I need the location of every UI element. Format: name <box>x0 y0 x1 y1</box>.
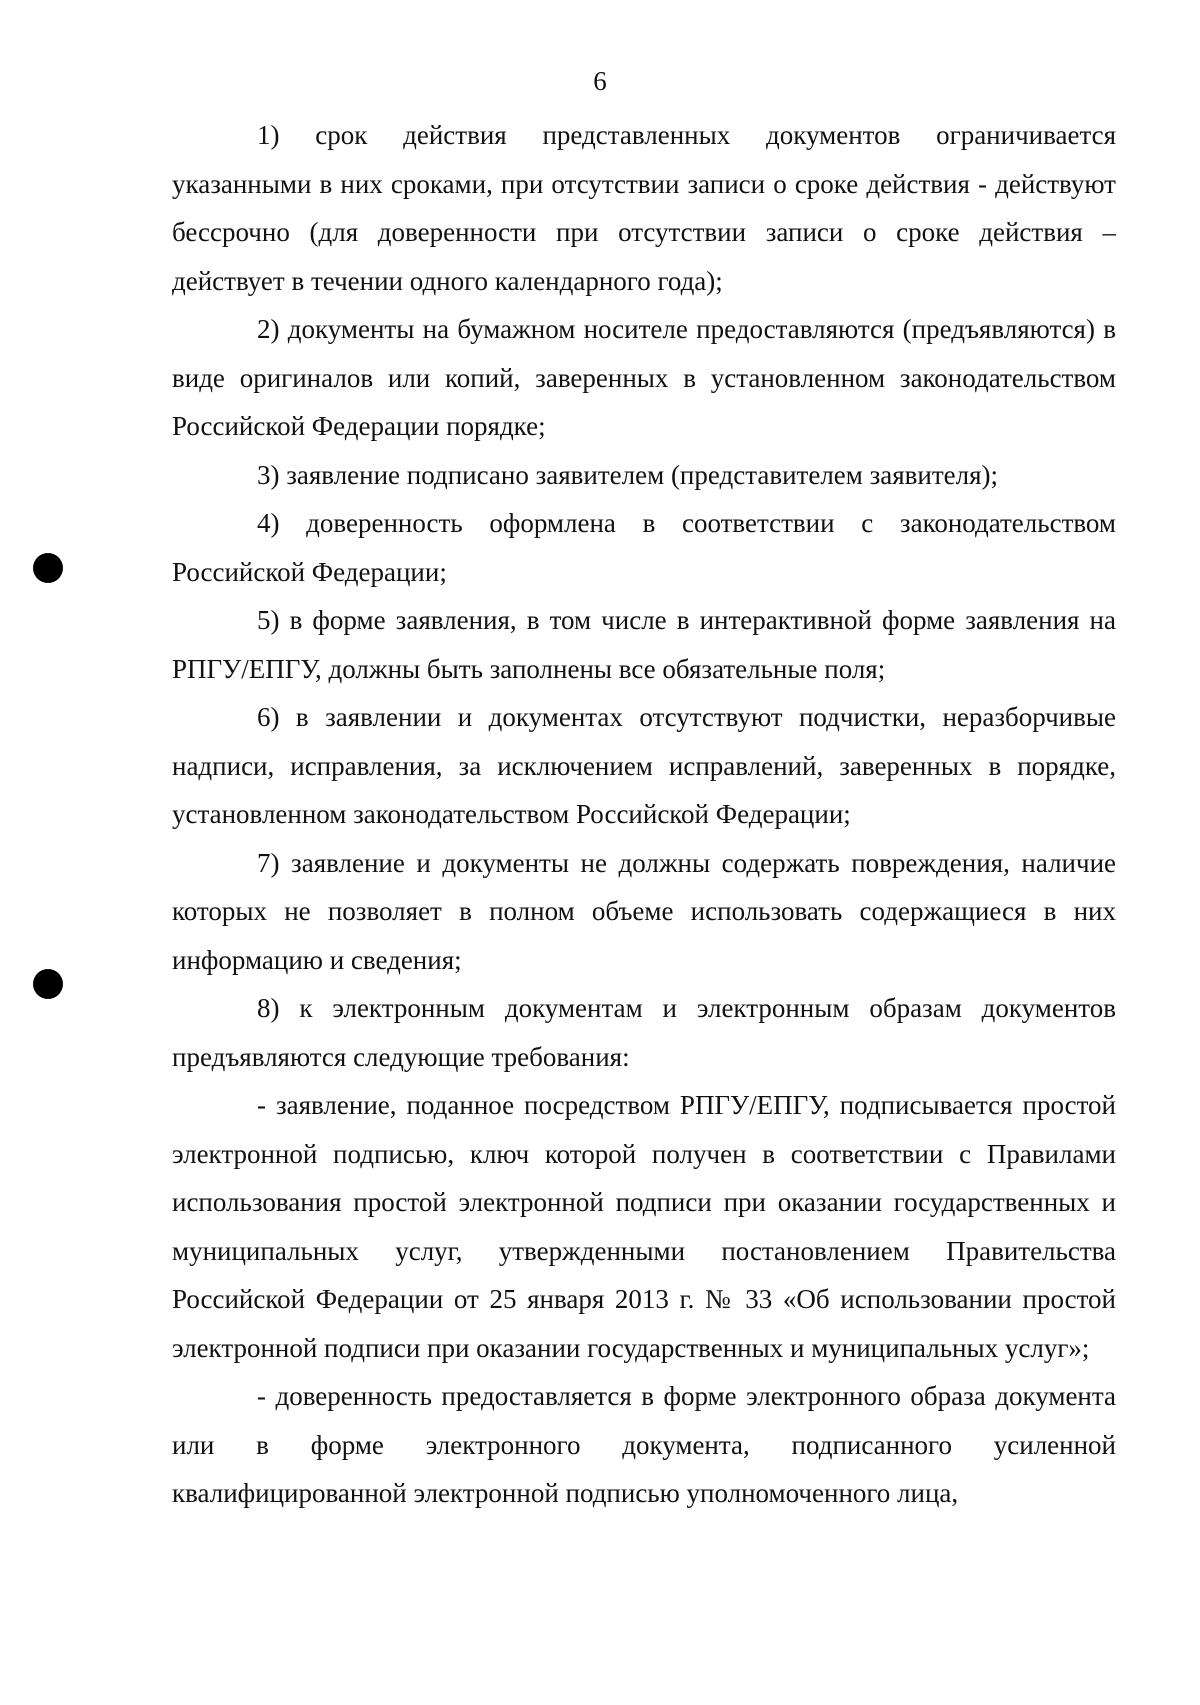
paragraph-8-electronic-requirements: 8) к электронным документам и электронным образам документов предъявляются следующие требования: <box>172 993 1116 1072</box>
punch-hole-upper <box>33 553 63 583</box>
punch-hole-lower <box>33 969 63 999</box>
page-number: 6 <box>593 66 607 96</box>
paragraph-6-no-corrections: 6) в заявлении и документах отсутствуют подчистки, неразборчивые надписи, исправления, за исключением исправлений, заверенных в порядке, установленном законодательством Российской Федерации; <box>172 702 1116 829</box>
paragraph-7-no-damage: 7) заявление и документы не должны содержать повреждения, наличие которых не позволяет в полном объеме использовать содержащиеся в них информацию и сведения; <box>172 847 1116 975</box>
paragraph-4-power-of-attorney: 4) доверенность оформлена в соответствии с законодательством Российской Федерации; <box>172 508 1116 587</box>
paragraph-dash-simple-signature: - заявление, поданное посредством РПГУ/ЕПГУ, подписывается простой электронной подписью, ключ которой получен в соответствии с Правилами использования простой электронной подписи при оказании государственных и муниципальных услуг, утвержденными постановлением Правительства Российской Федерации от 25 января 2013 г. № 33 «Об использовании простой электронной подписи при оказании государственных и муниципальных услуг»; <box>172 1090 1116 1363</box>
document-body <box>172 111 1116 1518</box>
paragraph-3-signed-application: 3) заявление подписано заявителем (представителем заявителя); <box>257 459 999 490</box>
paragraph-dash-attorney-electronic: - доверенность предоставляется в форме электронного образа документа или в форме электронного документа, подписанного усиленной квалифицированной электронной подписью уполномоченного лица, <box>172 1381 1116 1508</box>
paragraph-2-paper-documents: 2) документы на бумажном носителе предоставляются (предъявляются) в виде оригиналов или копий, заверенных в установленном законодательством Российской Федерации порядке; <box>172 314 1116 441</box>
paragraph-1-validity-term: 1) срок действия представленных документов ограничивается указанными в них сроками, при отсутствии записи о сроке действия - действуют бессрочно (для доверенности при отсутствии записи о сроке действия – действует в течении одного календарного года); <box>172 120 1116 296</box>
paragraph-5-form-fields: 5) в форме заявления, в том числе в интерактивной форме заявления на РПГУ/ЕПГУ, должны быть заполнены все обязательные поля; <box>172 605 1116 684</box>
